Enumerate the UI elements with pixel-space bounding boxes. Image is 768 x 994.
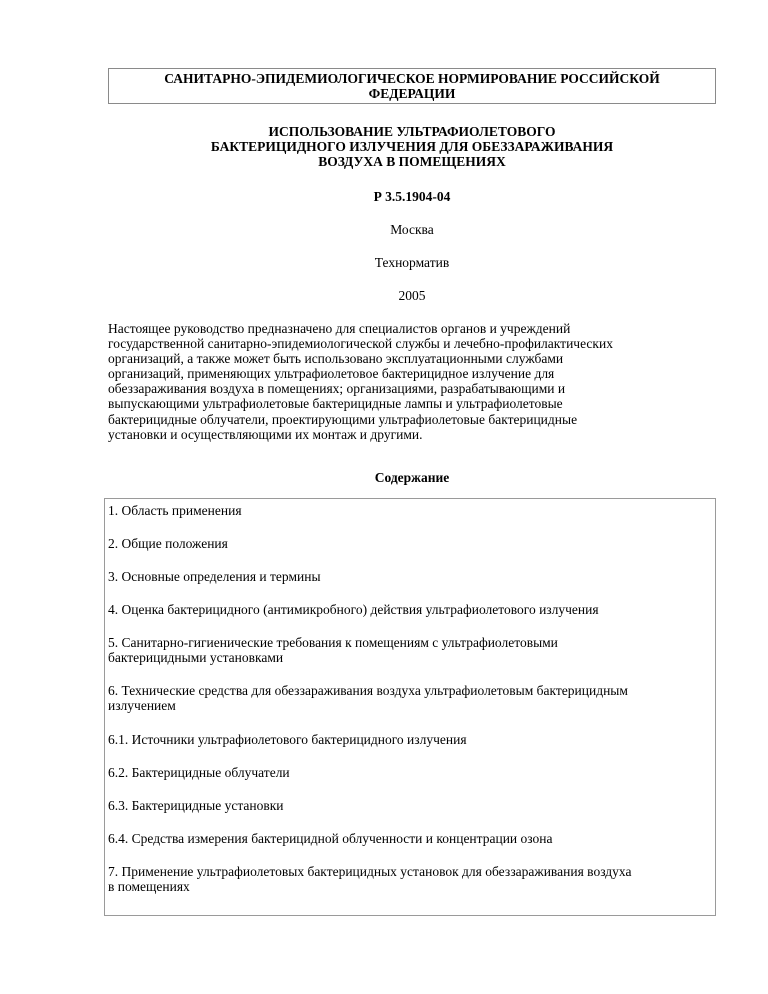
toc-item[interactable]: 3. Основные определения и термины	[108, 569, 321, 584]
toc-item[interactable]: 5. Санитарно-гигиенические требования к помещениям с ультрафиолетовыми бактерицидными установками	[108, 635, 558, 665]
header-box	[108, 68, 716, 104]
intro-paragraph: Настоящее руководство предназначено для специалистов органов и учреждений государственной санитарно-эпидемиологической службы и лечебно-профилактических организаций, а также может быть использовано эксплуатационными службами организаций, применяющих ультрафиолетовое бактерицидное излучение для обеззараживания воздуха в помещениях; организациями, разрабатывающими и выпускающими ультрафиолетовые бактерицидные лампы и ультрафиолетовые бактерицидные облучатели, проектирующими ультрафиолетовые бактерицидные установки и осуществляющими их монтаж и другими.	[108, 321, 613, 442]
contents-heading: Содержание	[374, 470, 450, 485]
toc-item[interactable]: 6.2. Бактерицидные облучатели	[108, 765, 290, 780]
document-year: 2005	[398, 288, 426, 303]
toc-item[interactable]: 7. Применение ультрафиолетовых бактерицидных установок для обеззараживания воздуха в помещениях	[108, 864, 632, 894]
toc-item[interactable]: 1. Область применения	[108, 503, 242, 518]
document-code: Р 3.5.1904-04	[373, 189, 451, 204]
toc-item[interactable]: 2. Общие положения	[108, 536, 228, 551]
header-text: САНИТАРНО-ЭПИДЕМИОЛОГИЧЕСКОЕ НОРМИРОВАНИЕ РОССИЙСКОЙ ФЕДЕРАЦИИ	[164, 71, 660, 101]
toc-item[interactable]: 6. Технические средства для обеззараживания воздуха ультрафиолетовым бактерицидным излучением	[108, 683, 628, 713]
document-city: Москва	[390, 222, 434, 237]
document-title: ИСПОЛЬЗОВАНИЕ УЛЬТРАФИОЛЕТОВОГО БАКТЕРИЦИДНОГО ИЗЛУЧЕНИЯ ДЛЯ ОБЕЗЗАРАЖИВАНИЯ ВОЗДУХА В ПОМЕЩЕНИЯХ	[210, 124, 614, 169]
toc-item[interactable]: 6.1. Источники ультрафиолетового бактерицидного излучения	[108, 732, 467, 747]
toc-item[interactable]: 6.4. Средства измерения бактерицидной облученности и концентрации озона	[108, 831, 553, 846]
toc-item[interactable]: 4. Оценка бактерицидного (антимикробного) действия ультрафиолетового излучения	[108, 602, 599, 617]
toc-item[interactable]: 6.3. Бактерицидные установки	[108, 798, 284, 813]
table-of-contents	[104, 498, 716, 916]
document-publisher: Технорматив	[374, 255, 450, 270]
